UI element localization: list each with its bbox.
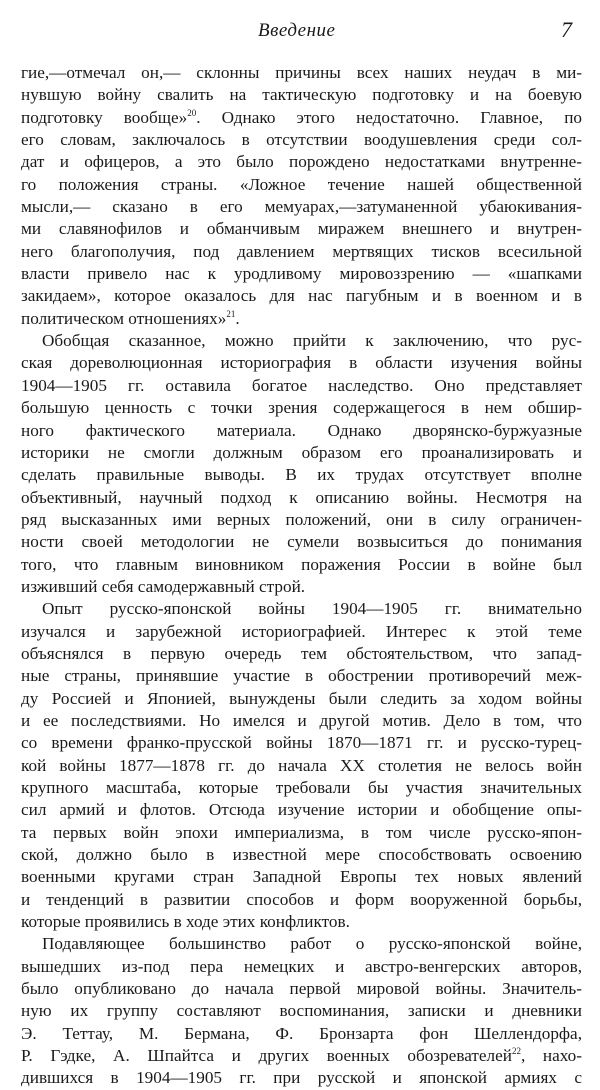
text-line: дившихся в 1904—1905 гг. при русской и японской армиях с xyxy=(21,1068,582,1088)
text-line: было опубликовано до начала первой мировой войны. Значитель- xyxy=(21,979,582,999)
footnote-ref: 20 xyxy=(187,107,197,118)
running-head xyxy=(0,16,600,44)
text-fragment: . xyxy=(235,308,240,328)
text-line: ской, должно было в известной мере способствовать освоению xyxy=(21,845,582,865)
text-line xyxy=(21,107,582,129)
text-line: дат и офицеров, а это было порождено недостатками внутренне- xyxy=(21,152,582,172)
text-line: нувшую войну свалить на тактическую подготовку и на боевую xyxy=(21,85,582,105)
text-line: объяснялся в первую очередь тем обстоятельством, что запад- xyxy=(21,643,582,663)
text-line: ного фактического материала. Однако дворянско-буржуазные xyxy=(21,420,582,440)
text-line: ности своей методологии не сумели возвыситься до понимания xyxy=(21,532,582,552)
text-line: него благополучия, под давлением мертвящих тисков всесильной xyxy=(21,241,582,261)
running-title: Введение xyxy=(258,20,336,41)
text-fragment: политическом отношениях» xyxy=(21,308,227,328)
text-line: историки не смогли должным образом его проанализировать и xyxy=(21,442,582,462)
text-line: вышедших из-под пера немецких и австро-венгерских авторов, xyxy=(21,956,582,976)
text-line: его словам, заключалось в отсутствии воодушевления среди сол- xyxy=(21,130,582,150)
text-line: которые проявились в ходе этих конфликтов. xyxy=(21,912,350,932)
text-fragment: подготовку вообще» xyxy=(21,107,188,127)
text-line: военными кругами стран Западной Европы тех новых явлений xyxy=(21,867,582,887)
text-fragment: . Однако этого недостаточно. Главное, по xyxy=(196,107,582,127)
text-line: изживший себя самодержавный строй. xyxy=(21,576,306,596)
text-line: объективный, научный подход к описанию войны. Несмотря на xyxy=(21,487,582,507)
text-line: изучался и зарубежной историографией. Интерес к этой теме xyxy=(21,621,582,641)
text-line: 1904—1905 гг. оставила богатое наследство. Оно представляет xyxy=(21,375,582,395)
paragraph-1 xyxy=(21,62,582,330)
text-line: ми славянофилов и обманчивым миражем внешнего и внутрен- xyxy=(21,219,582,239)
text-line: Э. Теттау, М. Бермана, Ф. Бронзарта фон Шеллендорфа, xyxy=(21,1023,582,1043)
text-line xyxy=(21,308,582,330)
text-line: и тенденций в развитии способов и форм вооруженной борьбы, xyxy=(21,889,582,909)
text-line: гие,—отмечал он,— склонны причины всех наших неудач в ми- xyxy=(21,63,582,82)
text-fragment: Р. Гэдке, А. Шпайтса и других военных обозревателей xyxy=(21,1046,512,1066)
text-line: того, что главным виновником поражения России в войне был xyxy=(21,554,582,574)
text-line: кой войны 1877—1878 гг. до начала XX столетия не велось войн xyxy=(21,755,582,775)
text-body xyxy=(21,62,582,1090)
text-line: ряд высказанных ими верных положений, они в силу ограничен- xyxy=(21,509,582,529)
footnote-ref: 21 xyxy=(226,308,236,319)
text-line: мысли,— сказано в его мемуарах,—затуманенной убаюкивания- xyxy=(21,197,582,217)
text-line: крупного масштаба, которые требовали бы участия значительных xyxy=(21,778,582,797)
page-number: 7 xyxy=(561,17,572,42)
paragraph-2 xyxy=(21,330,582,598)
text-line: ская дореволюционная историография в области изучения войны xyxy=(21,353,582,373)
text-line: власти привело нас к уродливому мировоззрению — «шапками xyxy=(21,264,582,284)
text-line: ду Россией и Японией, вынуждены были следить за ходом войны xyxy=(21,688,582,708)
text-line: Обобщая сказанное, можно прийти к заключению, что рус- xyxy=(42,331,582,351)
text-line: Подавляющее большинство работ о русско-японской войне, xyxy=(42,934,582,954)
text-line: закидаем», которое оказалось для нас пагубным и в военном и в xyxy=(21,286,582,306)
text-line: та первых войн эпохи империализма, в том числе русско-япон- xyxy=(21,822,582,842)
text-line: со времени франко-прусской войны 1870—1871 гг. и русско-турец- xyxy=(21,733,582,753)
paragraph-4 xyxy=(21,933,582,1089)
text-line: сделать правильные выводы. В их трудах отсутствует вполне xyxy=(21,465,582,485)
paragraph-3 xyxy=(21,598,582,933)
text-fragment: , нахо- xyxy=(520,1046,582,1066)
text-line: ные страны, принявшие участие в обострении противоречий меж- xyxy=(21,666,582,686)
text-line: большую ценность с точки зрения содержащегося в нем обшир- xyxy=(21,398,582,418)
text-line: Опыт русско-японской войны 1904—1905 гг. внимательно xyxy=(42,599,582,619)
text-line xyxy=(21,1045,582,1067)
text-line: сил армий и флотов. Отсюда изучение истории и обобщение опы- xyxy=(21,800,582,820)
text-line: ную их группу составляют воспоминания, записки и дневники xyxy=(21,1001,582,1021)
text-line: и ее последствиями. Но имелся и другой мотив. Дело в том, что xyxy=(21,710,582,730)
footnote-ref: 22 xyxy=(511,1046,521,1057)
text-line: го положения страны. «Ложное течение нашей общественной xyxy=(21,174,582,194)
